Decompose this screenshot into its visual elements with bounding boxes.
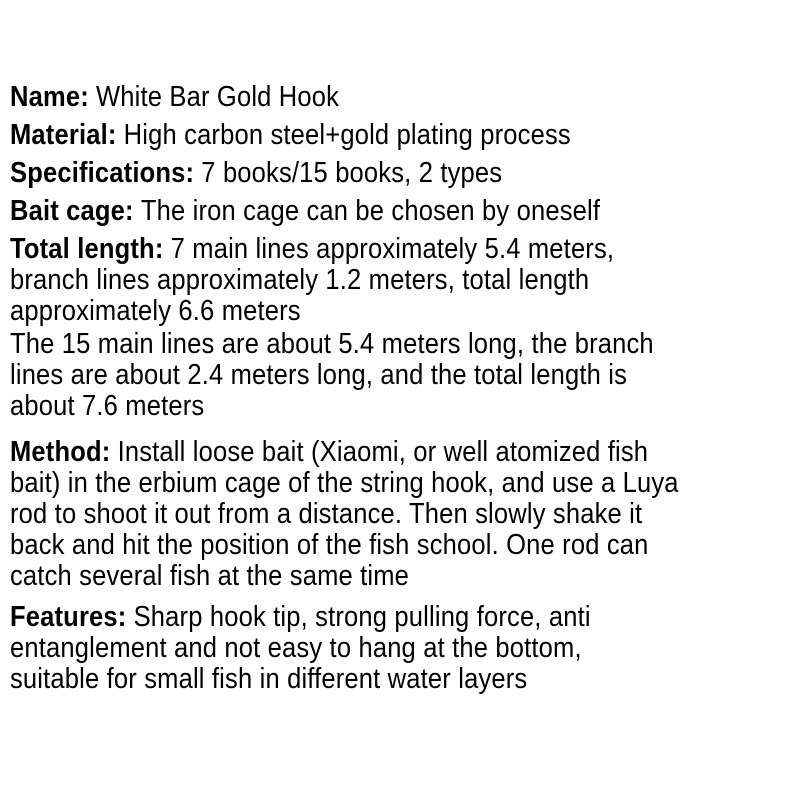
- material-section: [10, 120, 784, 151]
- name-section: [10, 82, 784, 113]
- text-line: branch lines approximately 1.2 meters, total length: [10, 264, 590, 296]
- text-line: [10, 602, 784, 633]
- text-line: entanglement and not easy to hang at the bottom,: [10, 632, 582, 664]
- text-line: [10, 120, 784, 151]
- features-label: Features:: [10, 601, 127, 633]
- total-length-15-section: [10, 329, 784, 422]
- specifications-value: 7 books/15 books, 2 types: [201, 157, 503, 189]
- features-section: [10, 602, 784, 695]
- text-line: lines are about 2.4 meters long, and the total length is: [10, 359, 628, 391]
- text-line: approximately 6.6 meters: [10, 295, 301, 327]
- text-line: [10, 82, 784, 113]
- bait-cage-label: Bait cage:: [10, 195, 134, 227]
- method-label: Method:: [10, 436, 111, 468]
- method-section: [10, 437, 784, 592]
- total-length-label: Total length:: [10, 233, 164, 265]
- text-line: rod to shoot it out from a distance. Then slowly shake it: [10, 498, 643, 530]
- name-value: White Bar Gold Hook: [96, 81, 340, 113]
- text-line: The 15 main lines are about 5.4 meters long, the branch: [10, 328, 654, 360]
- text-line: [10, 234, 784, 265]
- total-length-section: [10, 234, 784, 327]
- text-line: suitable for small fish in different water layers: [10, 663, 528, 695]
- text-line: [10, 437, 784, 468]
- specifications-section: [10, 158, 784, 189]
- features-value: Sharp hook tip, strong pulling force, anti: [133, 601, 591, 633]
- text-line: [10, 158, 784, 189]
- specifications-label: Specifications:: [10, 157, 195, 189]
- name-label: Name:: [10, 81, 89, 113]
- method-value: Install loose bait (Xiaomi, or well atomized fish: [117, 436, 649, 468]
- bait-cage-section: [10, 196, 784, 227]
- text-line: about 7.6 meters: [10, 390, 205, 422]
- total-length-value: 7 main lines approximately 5.4 meters,: [170, 233, 615, 265]
- bait-cage-value: The iron cage can be chosen by oneself: [140, 195, 601, 227]
- material-label: Material:: [10, 119, 117, 151]
- text-line: bait) in the erbium cage of the string hook, and use a Luya: [10, 467, 679, 499]
- text-line: catch several fish at the same time: [10, 560, 410, 592]
- description-text-block: [10, 82, 784, 695]
- text-line: back and hit the position of the fish school. One rod can: [10, 529, 649, 561]
- material-value: High carbon steel+gold plating process: [123, 119, 571, 151]
- text-line: [10, 196, 784, 227]
